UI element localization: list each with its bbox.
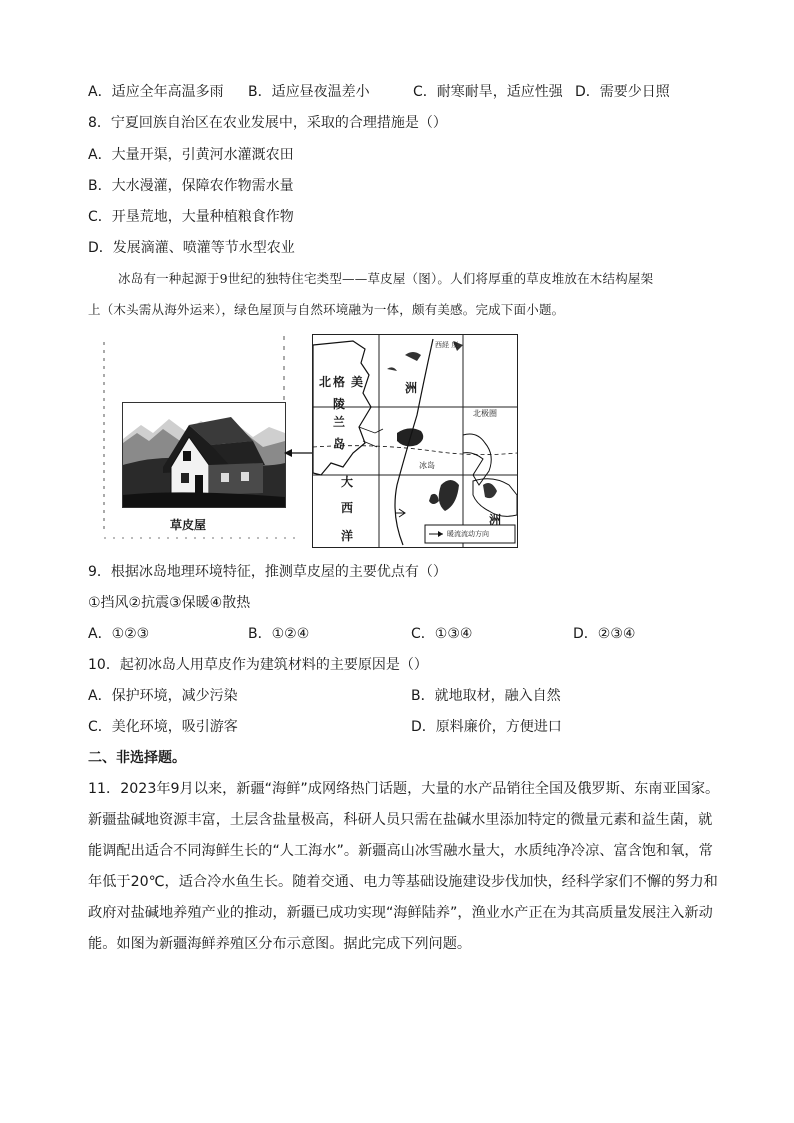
q10-option-d: D．原料廉价，方便进口 (411, 719, 562, 735)
q8-option-a: A．大量开渠，引黄河水灌溉农田 (88, 147, 294, 163)
label-lan: 兰 (333, 415, 346, 429)
label-ge: 格 (333, 375, 346, 389)
q9-option-a: A．①②③ (88, 626, 150, 642)
label-mei: 美 (351, 375, 364, 389)
map-top-label: 西経 度 (435, 341, 459, 349)
q10-option-c: C．美化环境，吸引游客 (88, 719, 238, 735)
q9-choices: ①挡风②抗震③保暖④散热 (88, 595, 251, 611)
q7-option-c: C．耐寒耐旱，适应性强 (413, 84, 563, 100)
label-zhou-europe: 洲 (489, 513, 502, 527)
q7-option-d: D．需要少日照 (575, 84, 670, 100)
q11-line-5: 政府对盐碱地养殖产业的推动，新疆已成功实现“海鲜陆养”，渔业水产正在为其高质量发展注入新动 (88, 905, 713, 921)
q10-option-a: A．保护环境，减少污染 (88, 688, 238, 704)
q9-option-c: C．①③④ (411, 626, 473, 642)
q7-option-a: A．适应全年高温多雨 (88, 84, 224, 100)
q11-line-3: 能调配出适合不同海鲜生长的“人工海水”。新疆高山冰雪融水量大，水质纯净冷凉、富含饱和氧，常 (88, 843, 713, 859)
north-atlantic-map (312, 334, 518, 548)
map-legend-label: 暖流流动方向 (447, 530, 489, 538)
q8-stem: 8．宁夏回族自治区在农业发展中，采取的合理措施是（） (88, 115, 447, 131)
label-ou: 欧 (449, 509, 462, 523)
q10-stem: 10．起初冰岛人用草皮作为建筑材料的主要原因是（） (88, 657, 428, 673)
q8-option-c: C．开垦荒地，大量种植粮食作物 (88, 209, 294, 225)
label-zhou-america: 洲 (405, 381, 418, 395)
photo-caption: 草皮屋 (170, 518, 207, 532)
q11-line-4: 年低于20℃，适合冷水鱼生长。随着交通、电力等基础设施建设步伐加快，经科学家们不懈的努力和 (88, 874, 718, 890)
label-arctic-circle: 北极圈 (473, 409, 497, 418)
q11-line-6: 能。如图为新疆海鲜养殖区分布示意图。据此完成下列问题。 (88, 936, 472, 952)
passage-line-1: 冰岛有一种起源于9世纪的独特住宅类型——草皮屋（图）。人们将厚重的草皮堆放在木结构屋架 (118, 271, 654, 286)
q8-option-b: B．大水漫灌，保障农作物需水量 (88, 178, 294, 194)
label-ling: 陵 (333, 397, 346, 411)
q11-line-1: 11．2023年9月以来，新疆“海鲜”成网络热门话题，大量的水产品销往全国及俄罗斯、东南亚国家。 (88, 781, 720, 797)
q7-option-b: B．适应昼夜温差小 (248, 84, 370, 100)
label-da: 大 (341, 475, 354, 489)
label-iceland: 冰岛 (419, 461, 435, 470)
q9-stem: 9．根据冰岛地理环境特征，推测草皮屋的主要优点有（） (88, 564, 447, 580)
turf-house-photo (122, 402, 286, 508)
q8-option-d: D．发展滴灌、喷灌等节水型农业 (88, 240, 295, 256)
label-dao: 岛 (333, 437, 346, 451)
label-xi: 西 (341, 501, 354, 515)
section-heading: 二、非选择题。 (88, 750, 186, 766)
passage-line-2: 上（木头需从海外运来），绿色屋顶与自然环境融为一体，颇有美感。完成下面小题。 (88, 302, 565, 317)
q9-option-b: B．①②④ (248, 626, 310, 642)
q9-option-d: D．②③④ (573, 626, 636, 642)
label-yang: 洋 (341, 529, 354, 543)
q10-option-b: B．就地取材，融入自然 (411, 688, 561, 704)
q11-line-2: 新疆盐碱地资源丰富，土层含盐量极高，科研人员只需在盐碱水里添加特定的微量元素和益生菌，就 (88, 812, 713, 828)
label-bei: 北 (319, 375, 332, 389)
